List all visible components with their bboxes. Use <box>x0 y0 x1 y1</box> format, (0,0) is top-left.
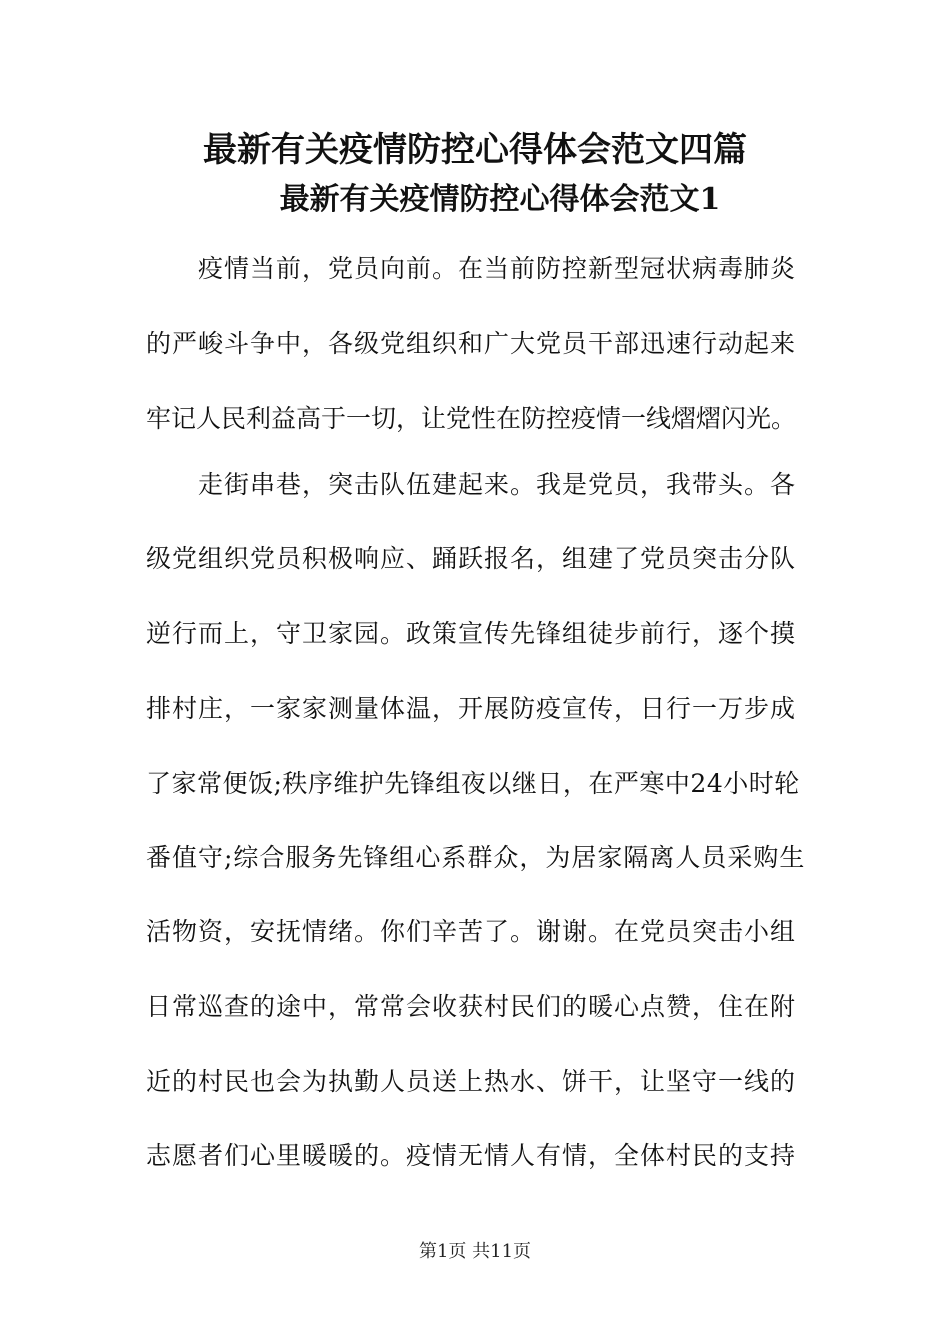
body-line: 志愿者们心里暖暖的。疫情无情人有情，全体村民的支持 <box>146 1141 797 1170</box>
body-line: 逆行而上，守卫家园。政策宣传先锋组徒步前行，逐个摸 <box>146 619 797 648</box>
body-line: 疫情当前，党员向前。在当前防控新型冠状病毒肺炎 <box>146 254 797 283</box>
document-title: 最新有关疫情防控心得体会范文四篇 <box>203 130 747 170</box>
body-line: 走街串巷，突击队伍建起来。我是党员，我带头。各 <box>146 470 797 499</box>
body-line: 近的村民也会为执勤人员送上热水、饼干，让坚守一线的 <box>146 1067 797 1096</box>
body-line: 了家常便饭;秩序维护先锋组夜以继日，在严寒中24小时轮 <box>146 769 800 798</box>
body-line: 日常巡查的途中，常常会收获村民们的暖心点赞，住在附 <box>146 992 797 1021</box>
body-line: 的严峻斗争中，各级党组织和广大党员干部迅速行动起来 <box>146 329 797 358</box>
body-line: 排村庄，一家家测量体温，开展防疫宣传，日行一万步成 <box>146 694 797 723</box>
body-line: 级党组织党员积极响应、踊跃报名，组建了党员突击分队 <box>146 544 797 573</box>
body-line: 活物资，安抚情绪。你们辛苦了。谢谢。在党员突击小组 <box>146 917 797 946</box>
document-subtitle: 最新有关疫情防控心得体会范文1 <box>279 182 721 217</box>
page-number-footer: 第1页 共11页 <box>418 1241 532 1262</box>
body-line: 番值守;综合服务先锋组心系群众，为居家隔离人员采购生 <box>146 843 806 872</box>
body-line: 牢记人民利益高于一切，让党性在防控疫情一线熠熠闪光。 <box>146 404 797 433</box>
